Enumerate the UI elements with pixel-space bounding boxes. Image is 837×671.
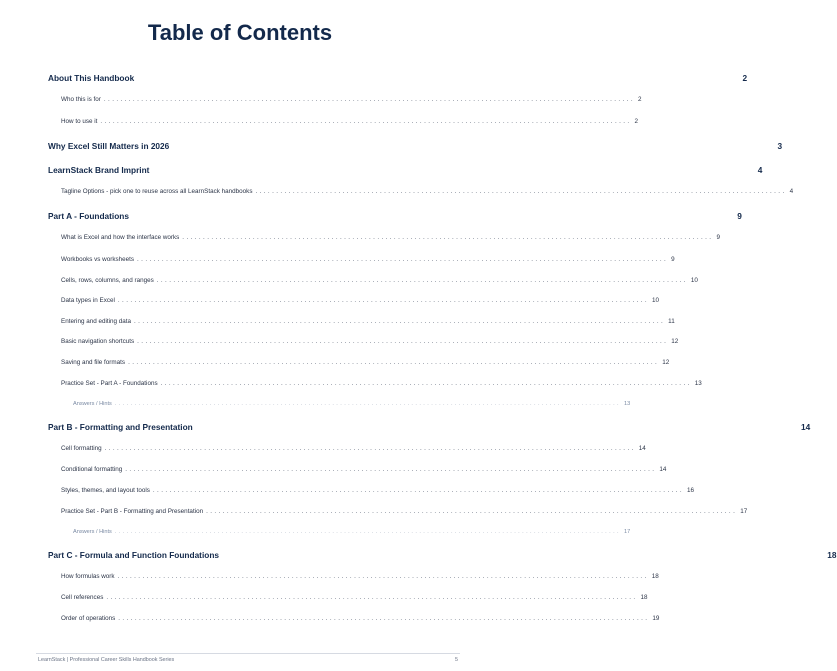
toc-entry-page: 19 xyxy=(652,615,660,622)
toc-entry-label: Saving and file formats xyxy=(61,359,126,366)
toc-entry-page: 9 xyxy=(737,211,742,221)
toc-entry-label: Order of operations xyxy=(61,615,116,622)
toc-entry[interactable] xyxy=(48,550,837,560)
toc-entry-label: Part B - Formatting and Presentation xyxy=(48,422,193,432)
toc-leader: ................................................................................................................................ xyxy=(137,256,669,263)
footer-page-number: 5 xyxy=(455,657,458,663)
toc-entry[interactable] xyxy=(48,165,763,175)
toc-entry-label: How to use it xyxy=(61,118,98,125)
toc-leader: ................................................................................................................................ xyxy=(114,529,621,535)
toc-entry[interactable] xyxy=(61,573,659,580)
toc-entry[interactable] xyxy=(61,615,660,622)
toc-entry[interactable] xyxy=(61,508,748,515)
toc-entry-page: 2 xyxy=(742,73,748,83)
toc-entry-label: Answers / Hints xyxy=(73,401,112,407)
toc-entry-label: Practice Set - Part B - Formatting and Presentation xyxy=(61,508,204,515)
toc-entry-label: LearnStack Brand Imprint xyxy=(48,165,150,175)
toc-entry-page: 18 xyxy=(827,550,837,560)
toc-leader: ................................................................................................................................ xyxy=(114,401,621,407)
toc-entry-label: Practice Set - Part A - Foundations xyxy=(61,380,158,387)
toc-entry-page: 10 xyxy=(690,277,698,284)
toc-entry[interactable] xyxy=(61,234,720,241)
toc-entry-page: 10 xyxy=(652,297,660,304)
toc-entry[interactable] xyxy=(48,73,748,83)
toc-entry-label: Why Excel Still Matters in 2026 xyxy=(48,141,170,151)
toc-leader: ................................................................................................................................ xyxy=(128,359,660,366)
toc-entry[interactable] xyxy=(73,401,631,407)
toc-entry-page: 9 xyxy=(671,256,675,263)
toc-entry-page: 13 xyxy=(694,380,702,387)
toc-entry-label: Cell references xyxy=(61,594,104,601)
toc-leader: ................................................................................................................................ xyxy=(160,380,692,387)
toc-leader: ................................................................................................................................ xyxy=(117,297,650,304)
toc-entry[interactable] xyxy=(61,594,648,601)
toc-entry-page: 12 xyxy=(662,359,670,366)
toc-leader: ................................................................................................................................ xyxy=(255,188,787,195)
page-footer xyxy=(38,657,458,663)
toc-entry-page: 14 xyxy=(638,445,646,452)
toc-entry-page: 18 xyxy=(651,573,659,580)
toc-leader: ................................................................................................................................ xyxy=(125,466,657,473)
toc-leader: ................................................................................................................................ xyxy=(117,573,649,580)
toc-entry[interactable] xyxy=(61,188,794,195)
toc-leader: ................................................................................................................................ xyxy=(156,277,688,284)
toc-entry-page: 14 xyxy=(801,422,811,432)
toc-entry[interactable] xyxy=(48,211,742,221)
toc-entry-page: 2 xyxy=(638,96,642,103)
toc-entry-label: About This Handbook xyxy=(48,73,135,83)
toc-leader: ................................................................................................................................ xyxy=(104,445,636,452)
toc-entry[interactable] xyxy=(61,256,675,263)
toc-entry[interactable] xyxy=(48,141,783,151)
toc-entry[interactable] xyxy=(61,96,642,103)
toc-entry[interactable] xyxy=(61,487,695,494)
toc-entry-label: Cells, rows, columns, and ranges xyxy=(61,277,154,284)
toc-entry[interactable] xyxy=(61,359,670,366)
toc-entry-page: 2 xyxy=(634,118,639,125)
toc-entry[interactable] xyxy=(61,380,702,387)
toc-entry-page: 11 xyxy=(668,318,675,325)
toc-entry-label: Data types in Excel xyxy=(61,297,115,304)
toc-entry[interactable] xyxy=(61,277,698,284)
toc-leader: ................................................................................................................................ xyxy=(106,594,638,601)
toc-leader: ................................................................................................................................ xyxy=(137,338,669,345)
footer-series-text: LearnStack | Professional Career Skills Handbook Series xyxy=(38,657,175,663)
toc-entry[interactable] xyxy=(61,318,675,325)
toc-entry-label: Answers / Hints xyxy=(73,529,112,535)
toc-entry-label: Conditional formatting xyxy=(61,466,123,473)
toc-entry[interactable] xyxy=(61,118,639,125)
toc-leader: ................................................................................................................................ xyxy=(118,615,650,622)
toc-entry-label: Cell formatting xyxy=(61,445,102,452)
toc-leader: ................................................................................................................................ xyxy=(134,318,666,325)
toc-entry-label: Part C - Formula and Function Foundations xyxy=(48,550,220,560)
toc-entry-label: Workbooks vs worksheets xyxy=(61,256,135,263)
toc-entry-page: 4 xyxy=(789,188,794,195)
toc-entry-page: 3 xyxy=(777,141,783,151)
toc-entry[interactable] xyxy=(48,422,811,432)
toc-leader: ................................................................................................................................ xyxy=(182,234,714,241)
toc-entry-page: 17 xyxy=(624,529,631,535)
toc-entry-page: 18 xyxy=(640,594,648,601)
toc-entry-label: Basic navigation shortcuts xyxy=(61,338,135,345)
footer-divider xyxy=(36,653,460,654)
toc-entry-page: 16 xyxy=(687,487,695,494)
toc-entry-page: 13 xyxy=(624,401,631,407)
toc-entry-label: Who this is for xyxy=(61,96,101,103)
toc-leader: ................................................................................................................................ xyxy=(100,118,632,125)
toc-entry-page: 4 xyxy=(757,165,763,175)
toc-entry-page: 12 xyxy=(671,338,679,345)
toc-entry-label: What is Excel and how the interface works xyxy=(61,234,180,241)
toc-entry[interactable] xyxy=(73,529,631,535)
toc-entry[interactable] xyxy=(61,466,667,473)
toc-entry[interactable] xyxy=(61,297,660,304)
page-title: Table of Contents xyxy=(147,20,333,45)
toc-entry-label: Tagline Options - pick one to reuse across all LearnStack handbooks xyxy=(61,188,253,195)
toc-entry-label: How formulas work xyxy=(61,573,115,580)
toc-entry-page: 14 xyxy=(659,466,667,473)
toc-leader: ................................................................................................................................ xyxy=(206,508,738,515)
toc-entry-label: Styles, themes, and layout tools xyxy=(61,487,150,494)
toc-entry-page: 17 xyxy=(740,508,748,515)
toc-entry[interactable] xyxy=(61,338,679,345)
toc-entry-label: Entering and editing data xyxy=(61,318,132,325)
toc-leader: ................................................................................................................................ xyxy=(152,487,685,494)
toc-entry-label: Part A - Foundations xyxy=(48,211,129,221)
toc-entry[interactable] xyxy=(61,445,646,452)
toc-leader: ................................................................................................................................ xyxy=(103,96,636,103)
toc-entry-page: 9 xyxy=(716,234,720,241)
